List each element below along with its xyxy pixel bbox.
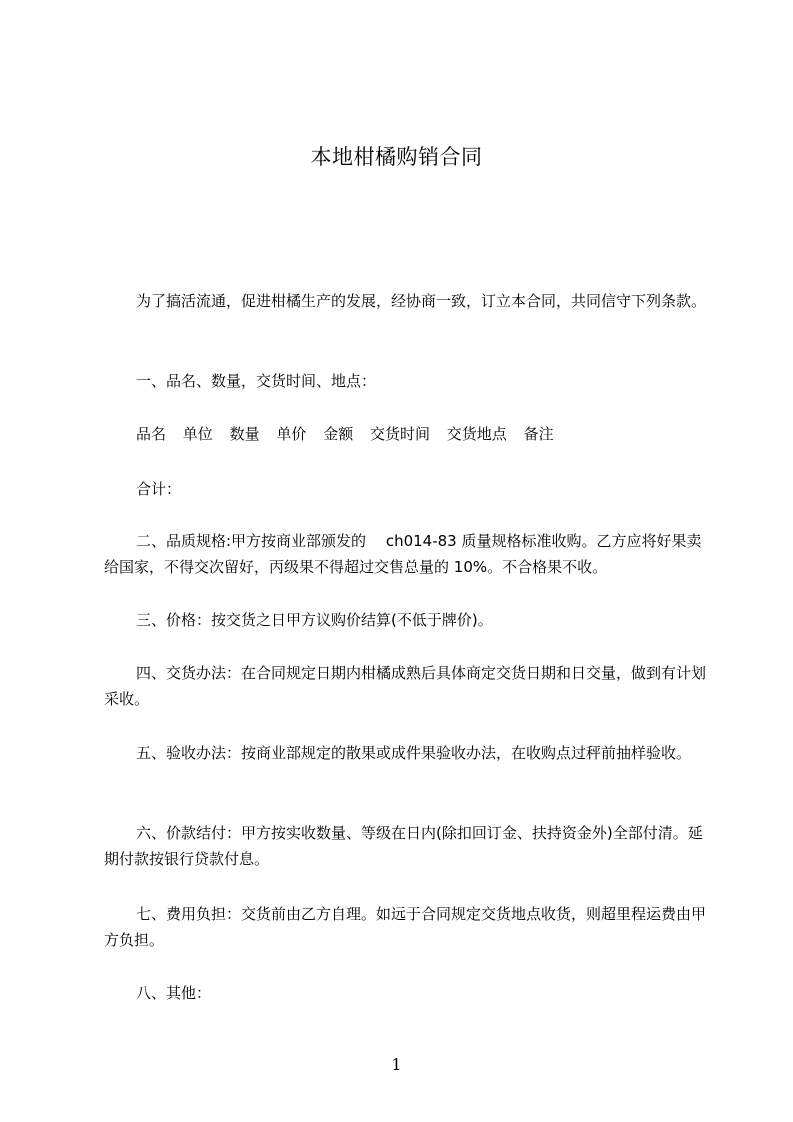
- intro-paragraph: 为了搞活流通，促进柑橘生产的发展，经协商一致，订立本合同，共同信守下列条款。: [136, 292, 707, 310]
- section-8-heading: 八、其他：: [136, 984, 212, 1002]
- section-1-heading: 一、品名、数量，交货时间、地点：: [136, 372, 377, 390]
- section-4-delivery: 四、交货办法：在合同规定日期内柑橘成熟后具体商定交货日期和日交量，做到有计划采收。: [104, 664, 707, 708]
- table-header-cell: 单位: [182, 425, 213, 443]
- goods-table-header-row: [136, 421, 566, 447]
- total-label: 合计：: [136, 480, 182, 498]
- section-2-quality: 二、品质规格:甲方按商业部颁发的 ch014-83 质量规格标准收购。乙方应将好果卖给国家，不得交次留好，丙级果不得超过交售总量的 10%。不合格果不收。: [104, 532, 702, 576]
- table-header-cell: 数量: [229, 425, 260, 443]
- page-number: 1: [391, 1055, 402, 1074]
- table-header-cell: 品名: [136, 425, 167, 443]
- table-header-cell: 金额: [323, 425, 354, 443]
- document-title: 本地柑橘购销合同: [310, 145, 483, 169]
- table-header-cell: 交货时间: [369, 425, 430, 443]
- table-header-cell: 交货地点: [446, 425, 507, 443]
- section-7-expenses: 七、费用负担：交货前由乙方自理。如远于合同规定交货地点收货，则超里程运费由甲方负担。: [104, 905, 707, 949]
- table-header-cell: 备注: [523, 425, 554, 443]
- section-5-acceptance: 五、验收办法：按商业部规定的散果或成件果验收办法，在收购点过秤前抽样验收。: [136, 744, 692, 762]
- section-6-payment: 六、价款结付：甲方按实收数量、等级在日内(除扣回订金、扶持资金外)全部付清。延期付款按银行贷款付息。: [104, 824, 703, 868]
- table-header-cell: 单价: [276, 425, 307, 443]
- section-3-price: 三、价格：按交货之日甲方议购价结算(不低于牌价)。: [136, 611, 493, 629]
